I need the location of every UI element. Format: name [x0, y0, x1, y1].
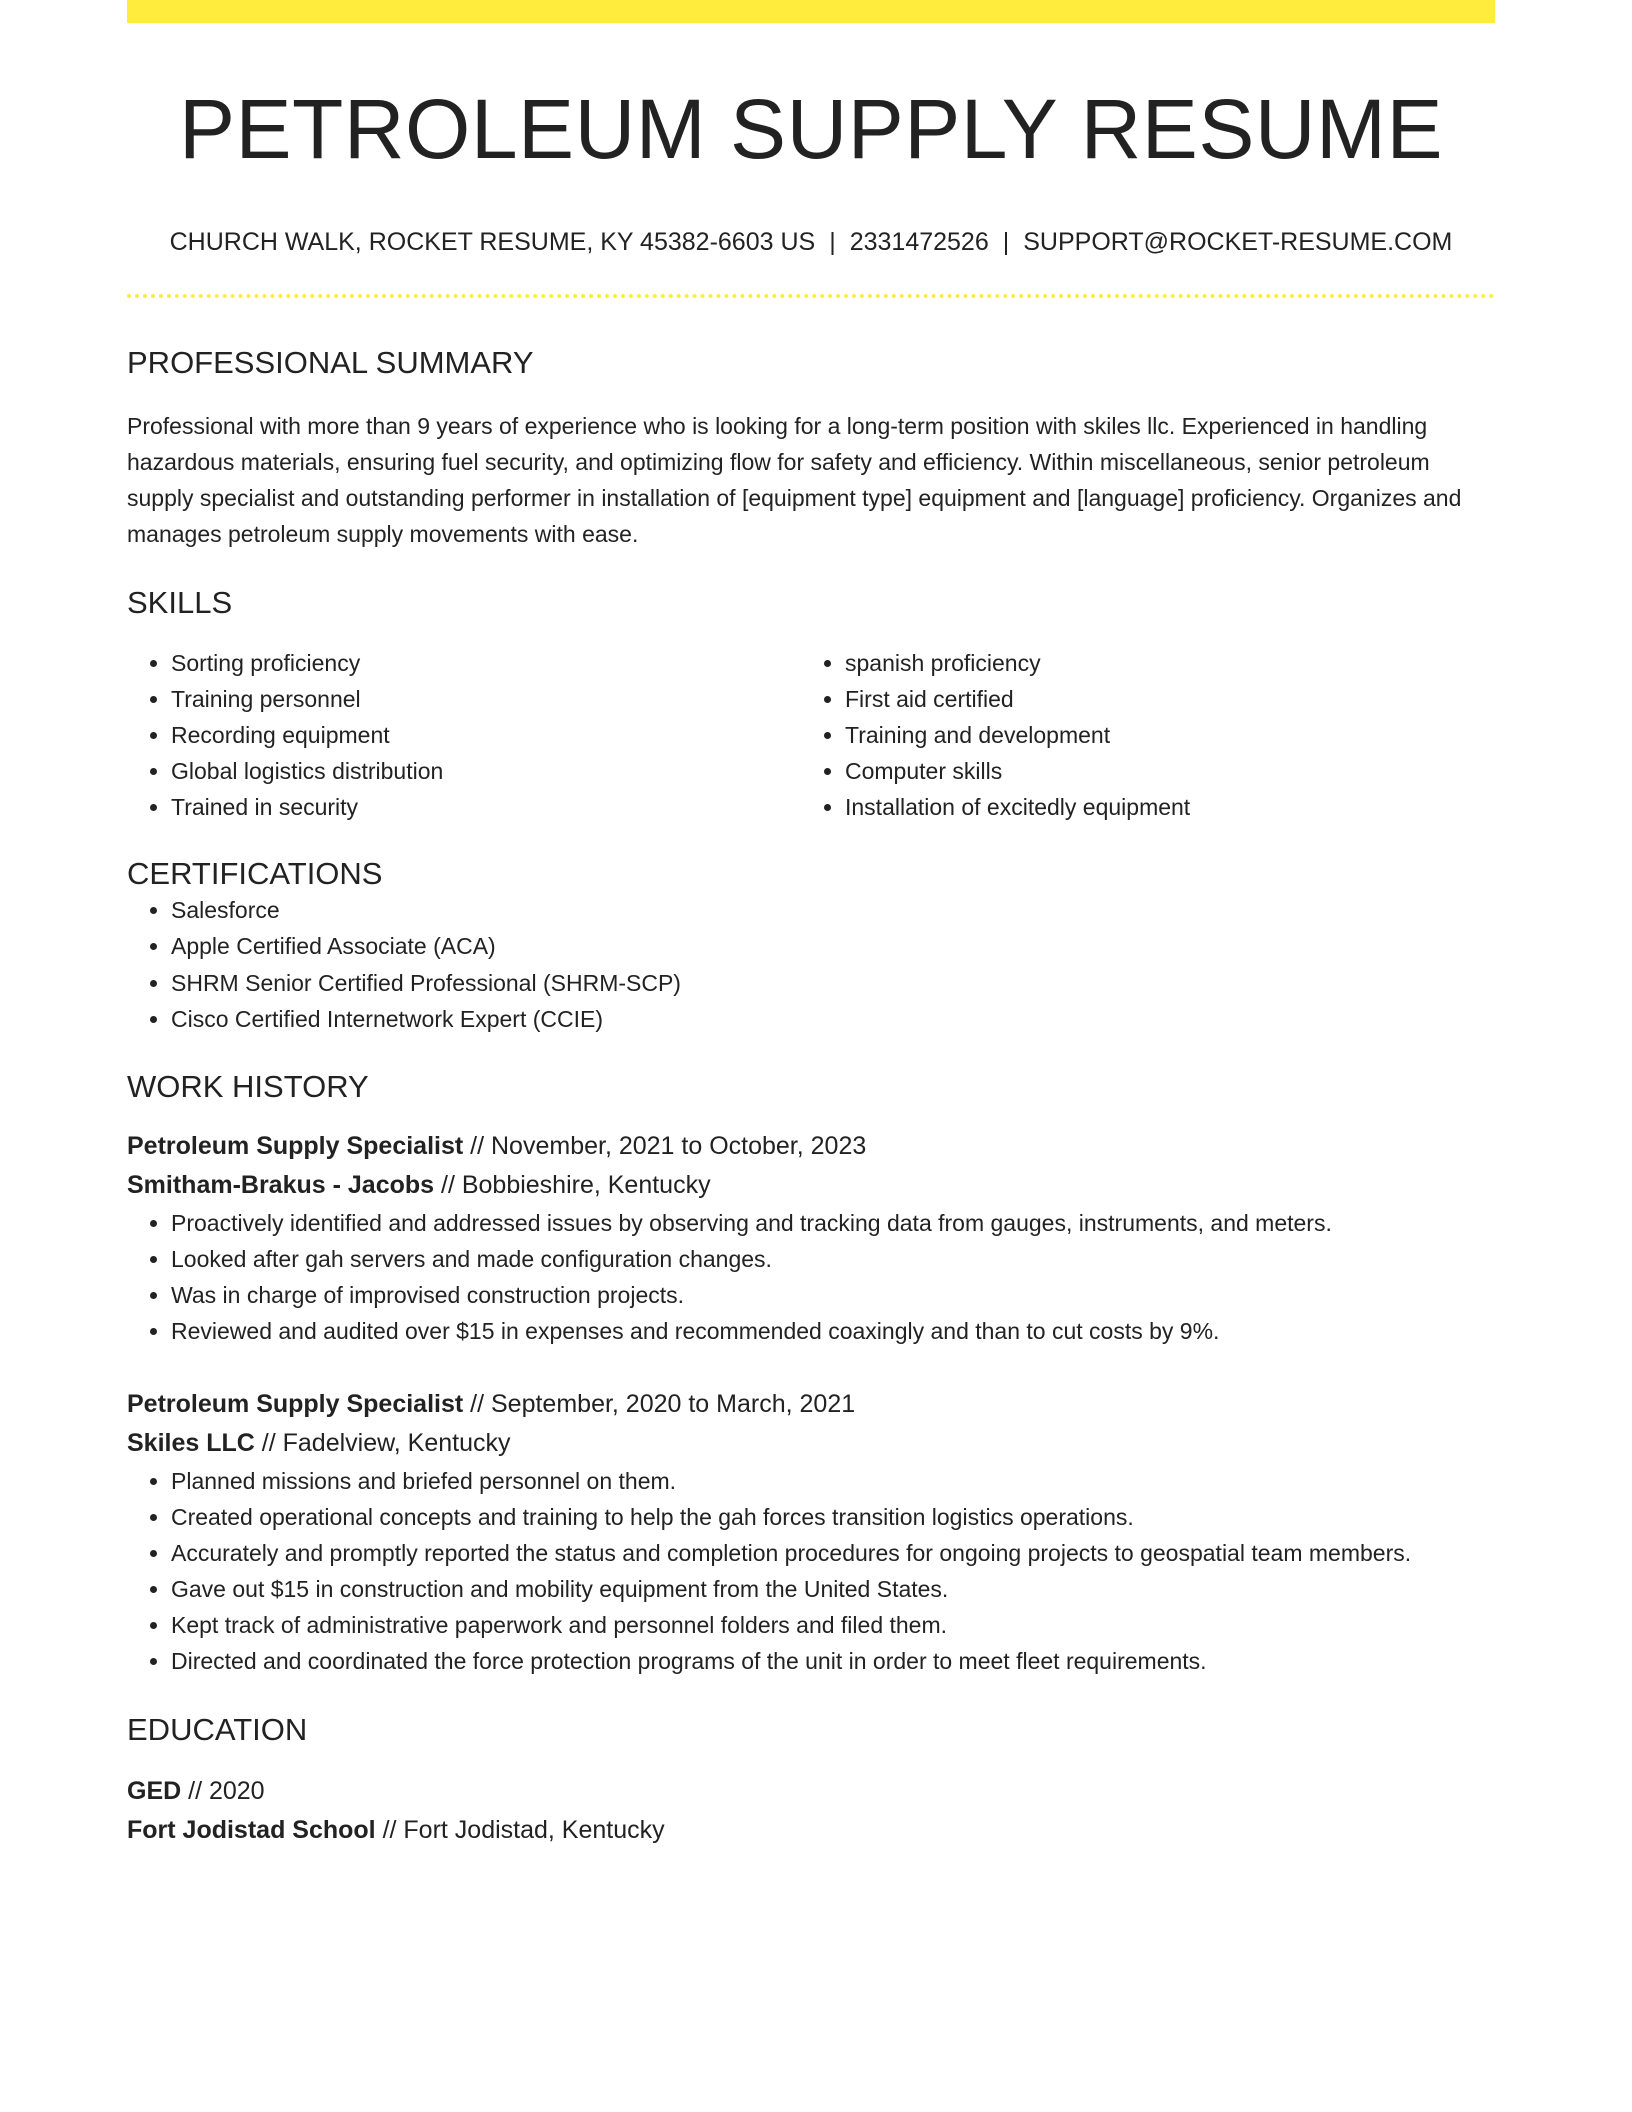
job-dates: // November, 2021 to October, 2023	[463, 1132, 867, 1161]
job-location: // Fadelview, Kentucky	[254, 1429, 511, 1458]
skill-item: • Global logistics distribution	[171, 753, 801, 789]
job-bullet: • Gave out $15 in construction and mobility equipment from the United States.	[171, 1571, 1495, 1607]
job-bullet: • Looked after gah servers and made configuration changes.	[171, 1241, 1495, 1277]
certification-item: • SHRM Senior Certified Professional (SHRM-SCP)	[171, 965, 1495, 1002]
certification-item: • Apple Certified Associate (ACA)	[171, 928, 1495, 965]
resume-page	[127, 0, 1495, 1850]
skill-item: • Training and development	[845, 717, 1475, 753]
job-bullet: • Proactively identified and addressed issues by observing and tracking data from gauges, instruments, and meters.	[171, 1205, 1495, 1241]
education-degree-line	[127, 1772, 1495, 1811]
education-heading: EDUCATION	[127, 1712, 308, 1748]
skill-item: • Trained in security	[171, 789, 801, 825]
certifications-heading: CERTIFICATIONS	[127, 855, 383, 891]
contact-line	[127, 227, 1495, 257]
skill-item: • Sorting proficiency	[171, 645, 801, 681]
accent-top-bar	[127, 0, 1495, 23]
job-bullets	[127, 1463, 1495, 1679]
education-degree: GED	[127, 1777, 182, 1806]
dotted-divider	[127, 294, 1495, 298]
contact-email: SUPPORT@ROCKET-RESUME.COM	[1023, 228, 1453, 257]
job-bullet: • Accurately and promptly reported the status and completion procedures for ongoing projects to geospatial team members.	[171, 1535, 1495, 1571]
education-location: // Fort Jodistad, Kentucky	[375, 1816, 665, 1845]
skill-item: • Computer skills	[845, 753, 1475, 789]
resume-title: PETROLEUM SUPPLY RESUME	[178, 82, 1444, 176]
job-bullet: • Planned missions and briefed personnel on them.	[171, 1463, 1495, 1499]
skill-item: • Installation of excitedly equipment	[845, 789, 1475, 825]
education-year: // 2020	[181, 1777, 265, 1806]
contact-separator: |	[1002, 228, 1010, 257]
job-bullets	[127, 1205, 1495, 1349]
job-role: Petroleum Supply Specialist	[127, 1390, 464, 1419]
job-bullet: • Directed and coordinated the force protection programs of the unit in order to meet fleet requirements.	[171, 1643, 1495, 1679]
job-bullet: • Created operational concepts and training to help the gah forces transition logistics operations.	[171, 1499, 1495, 1535]
skill-item: • Recording equipment	[171, 717, 801, 753]
skill-item: • Training personnel	[171, 681, 801, 717]
summary-text: Professional with more than 9 years of experience who is looking for a long-term position with skiles llc. Experienced in handling hazardous materials, ensuring fuel security, and optimizing flow for safety and efficiency. Within miscellaneous, senior petroleum supply specialist and outstanding performer in installation of [equipment type] equipment and [language] proficiency. Organizes and manages petroleum supply movements with ease.	[127, 412, 1462, 547]
job-company: Smitham-Brakus - Jacobs	[127, 1171, 435, 1200]
contact-phone: 2331472526	[849, 228, 989, 257]
job-role: Petroleum Supply Specialist	[127, 1132, 464, 1161]
skills-list-right	[801, 645, 1475, 825]
skills-list-left	[127, 645, 801, 825]
contact-separator: |	[829, 228, 836, 257]
job-role-line	[127, 1385, 1495, 1424]
contact-address: CHURCH WALK, ROCKET RESUME, KY 45382-6603 US	[169, 228, 816, 257]
job-dates: // September, 2020 to March, 2021	[463, 1390, 856, 1419]
skills-heading: SKILLS	[127, 584, 233, 620]
skill-item: • First aid certified	[845, 681, 1475, 717]
work-history-heading: WORK HISTORY	[127, 1068, 369, 1104]
job-location: // Bobbieshire, Kentucky	[434, 1171, 711, 1200]
certifications-list	[127, 892, 1495, 1038]
education-school: Fort Jodistad School	[127, 1816, 376, 1845]
job-company: Skiles LLC	[127, 1429, 255, 1458]
job-bullet: • Was in charge of improvised construction projects.	[171, 1277, 1495, 1313]
certification-item: • Cisco Certified Internetwork Expert (CCIE)	[171, 1001, 1495, 1038]
skill-item: • spanish proficiency	[845, 645, 1475, 681]
education-school-line	[127, 1811, 1495, 1850]
summary-heading: PROFESSIONAL SUMMARY	[127, 345, 534, 381]
certification-item: • Salesforce	[171, 892, 1495, 929]
skills-columns	[127, 645, 1495, 825]
job-company-line	[127, 1424, 1495, 1463]
job-company-line	[127, 1166, 1495, 1205]
job-bullet: • Kept track of administrative paperwork and personnel folders and filed them.	[171, 1607, 1495, 1643]
job-role-line	[127, 1127, 1495, 1166]
job-bullet: • Reviewed and audited over $15 in expenses and recommended coaxingly and than to cut costs by 9%.	[171, 1313, 1495, 1349]
